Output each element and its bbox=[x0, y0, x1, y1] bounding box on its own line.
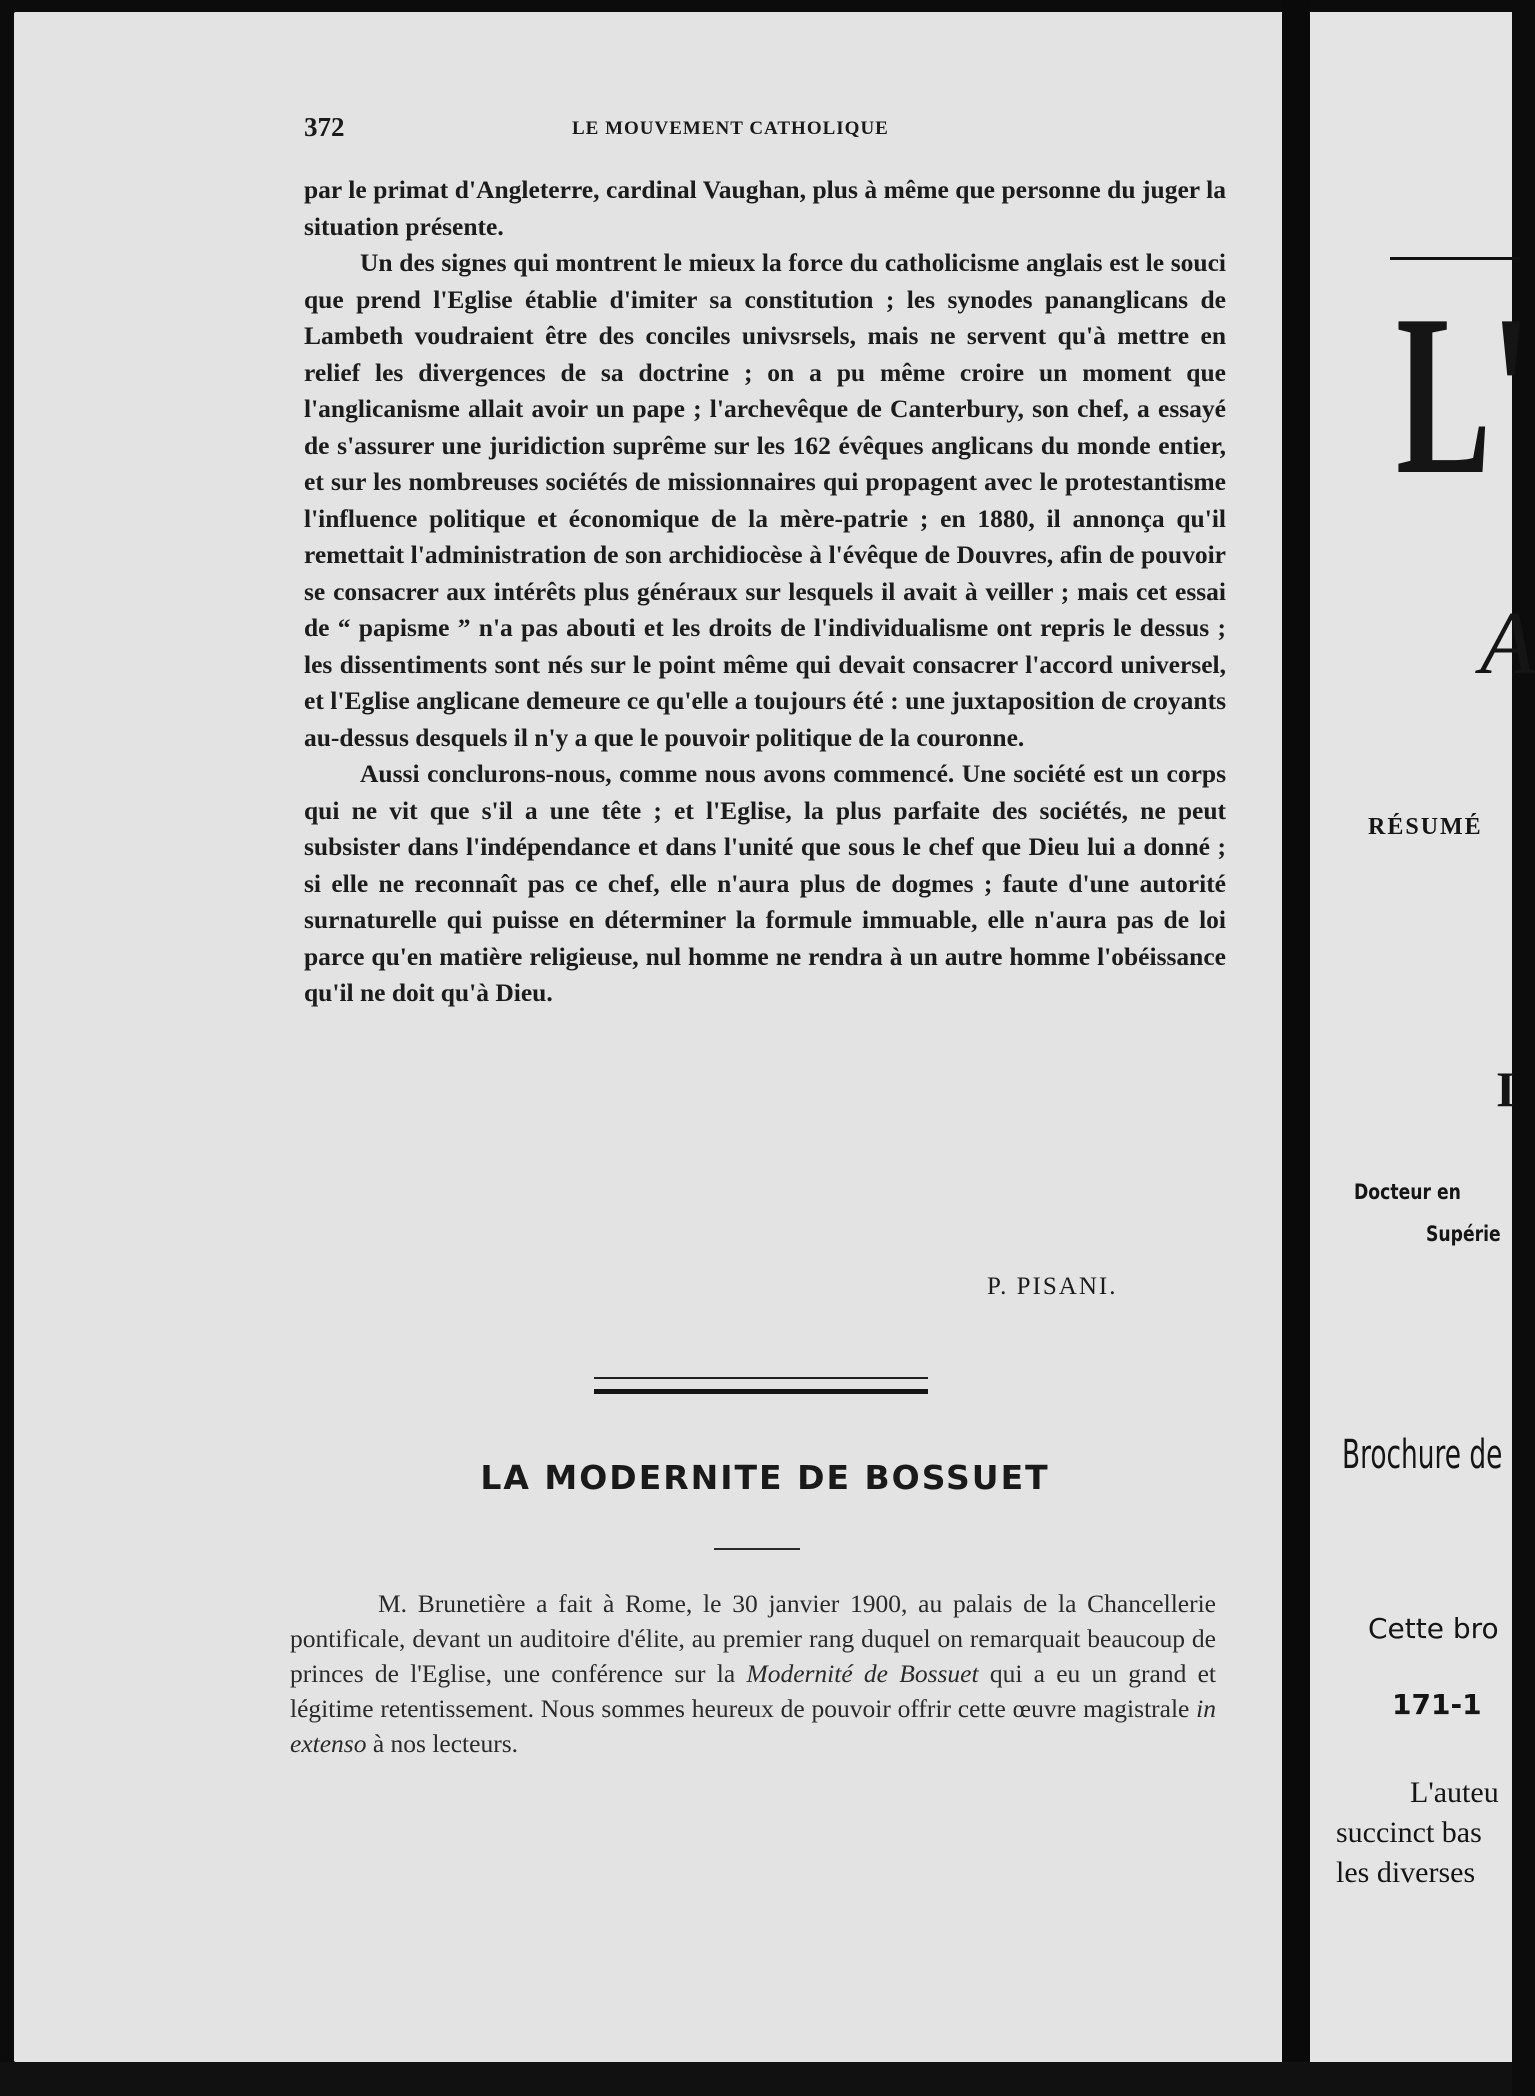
article-body bbox=[304, 172, 1226, 1012]
right-page-rule bbox=[1390, 257, 1520, 260]
right-page bbox=[1310, 12, 1535, 2062]
right-page-italic-letter: A bbox=[1480, 594, 1535, 693]
journal-title: LE MOUVEMENT CATHOLIQUE bbox=[572, 118, 889, 139]
paragraph: Aussi conclurons-nous, comme nous avons commencé. Une société est un corps qui ne vit que s'il a une tête ; et l'Eglise, la plus parfaite des sociétés, ne peut subsister dans l'indépendance et dans l'unité que sous le chef que Dieu lui a donné ; si elle ne reconnaît pas ce chef, elle n'aura plus de dogmes ; faute d'une autorité surnaturelle qui puisse en déterminer la formule immuable, elle n'aura pas de loi parce qu'en matière religieuse, nul homme ne rendra à un autre homme l'obéissance qu'il ne doit qu'à Dieu. bbox=[304, 759, 1226, 1007]
intro-text: M. Brunetière a fait à Rome, le 30 janvier 1900, au palais de la Chancellerie pontificale, devant un auditoire d'élite, au premier rang duquel on remarquait beaucoup de princes de l'Eglise, une conférence sur la bbox=[290, 1589, 1216, 1688]
title-rule bbox=[714, 1548, 800, 1550]
book-gutter bbox=[1282, 0, 1310, 2096]
article-intro bbox=[290, 1586, 1216, 1761]
right-page-large-title: L' bbox=[1396, 267, 1531, 522]
right-page-pages: 171-1 bbox=[1392, 1688, 1482, 1721]
right-page-resume: RÉSUMÉ bbox=[1368, 814, 1483, 840]
author-signature: P. PISANI. bbox=[987, 1273, 1118, 1300]
scan-bottom-edge bbox=[0, 2062, 1512, 2096]
divider-rule bbox=[594, 1377, 928, 1379]
paragraph: par le primat d'Angleterre, cardinal Vaughan, plus à même que personne du juger la situation présente. bbox=[304, 175, 1226, 241]
article-title: LA MODERNITE DE BOSSUET bbox=[480, 1458, 1050, 1497]
intro-italic-phrase: in extenso bbox=[290, 1694, 1216, 1758]
divider-rule bbox=[594, 1389, 928, 1394]
intro-text: à nos lecteurs. bbox=[366, 1729, 518, 1758]
right-page-brochure: Brochure de bbox=[1342, 1432, 1503, 1478]
right-page-auteur: L'auteu bbox=[1410, 1776, 1499, 1809]
page-number: 372 bbox=[304, 112, 345, 142]
right-page-initial: I bbox=[1496, 1061, 1516, 1117]
right-page-cette: Cette bro bbox=[1368, 1612, 1499, 1645]
intro-paragraph bbox=[290, 1586, 1216, 1761]
right-page-diverses: les diverses bbox=[1336, 1856, 1476, 1889]
right-page-docteur: Docteur en bbox=[1354, 1180, 1461, 1204]
paragraph: Un des signes qui montrent le mieux la force du catholicisme anglais est le souci que prend l'Eglise établie d'imiter sa constitution ; les synodes pananglicans de Lambeth voudraient être des conciles univsrsels, mais ne servent qu'à mettre en relief les divergences de sa doctrine ; on a pu même croire un moment que l'anglicanisme allait avoir un pape ; l'archevêque de Canterbury, son chef, a essayé de s'assurer une juridiction suprême sur les 162 évêques anglicans du monde entier, et sur les nombreuses sociétés de missionnaires qui propagent avec le protestantisme l'influence politique et économique de la mère-patrie ; en 1880, il annonça qu'il remettait l'administration de son archidiocèse à l'évêque de Douvres, afin de pouvoir se consacrer aux intérêts plus généraux sur lesquels il avait à veiller ; mais cet essai de “ papisme ” n'a pas abouti et les droits de l'individualisme ont repris le dessus ; les dissentiments sont nés sur le point même qui devait consacrer l'accord universel, et l'Eglise anglicane demeure ce qu'elle a toujours été : une juxtaposition de croyants au-dessus desquels il n'y a que le pouvoir politique de la couronne. bbox=[304, 248, 1226, 752]
intro-text: qui a eu un grand et légitime retentissement. Nous sommes heureux de pouvoir offrir cette œuvre magistrale bbox=[290, 1659, 1216, 1723]
intro-italic-title: Modernité de Bossuet bbox=[746, 1659, 979, 1688]
right-page-succinct: succinct bas bbox=[1336, 1816, 1482, 1849]
right-page-superieur: Supérie bbox=[1426, 1222, 1501, 1246]
